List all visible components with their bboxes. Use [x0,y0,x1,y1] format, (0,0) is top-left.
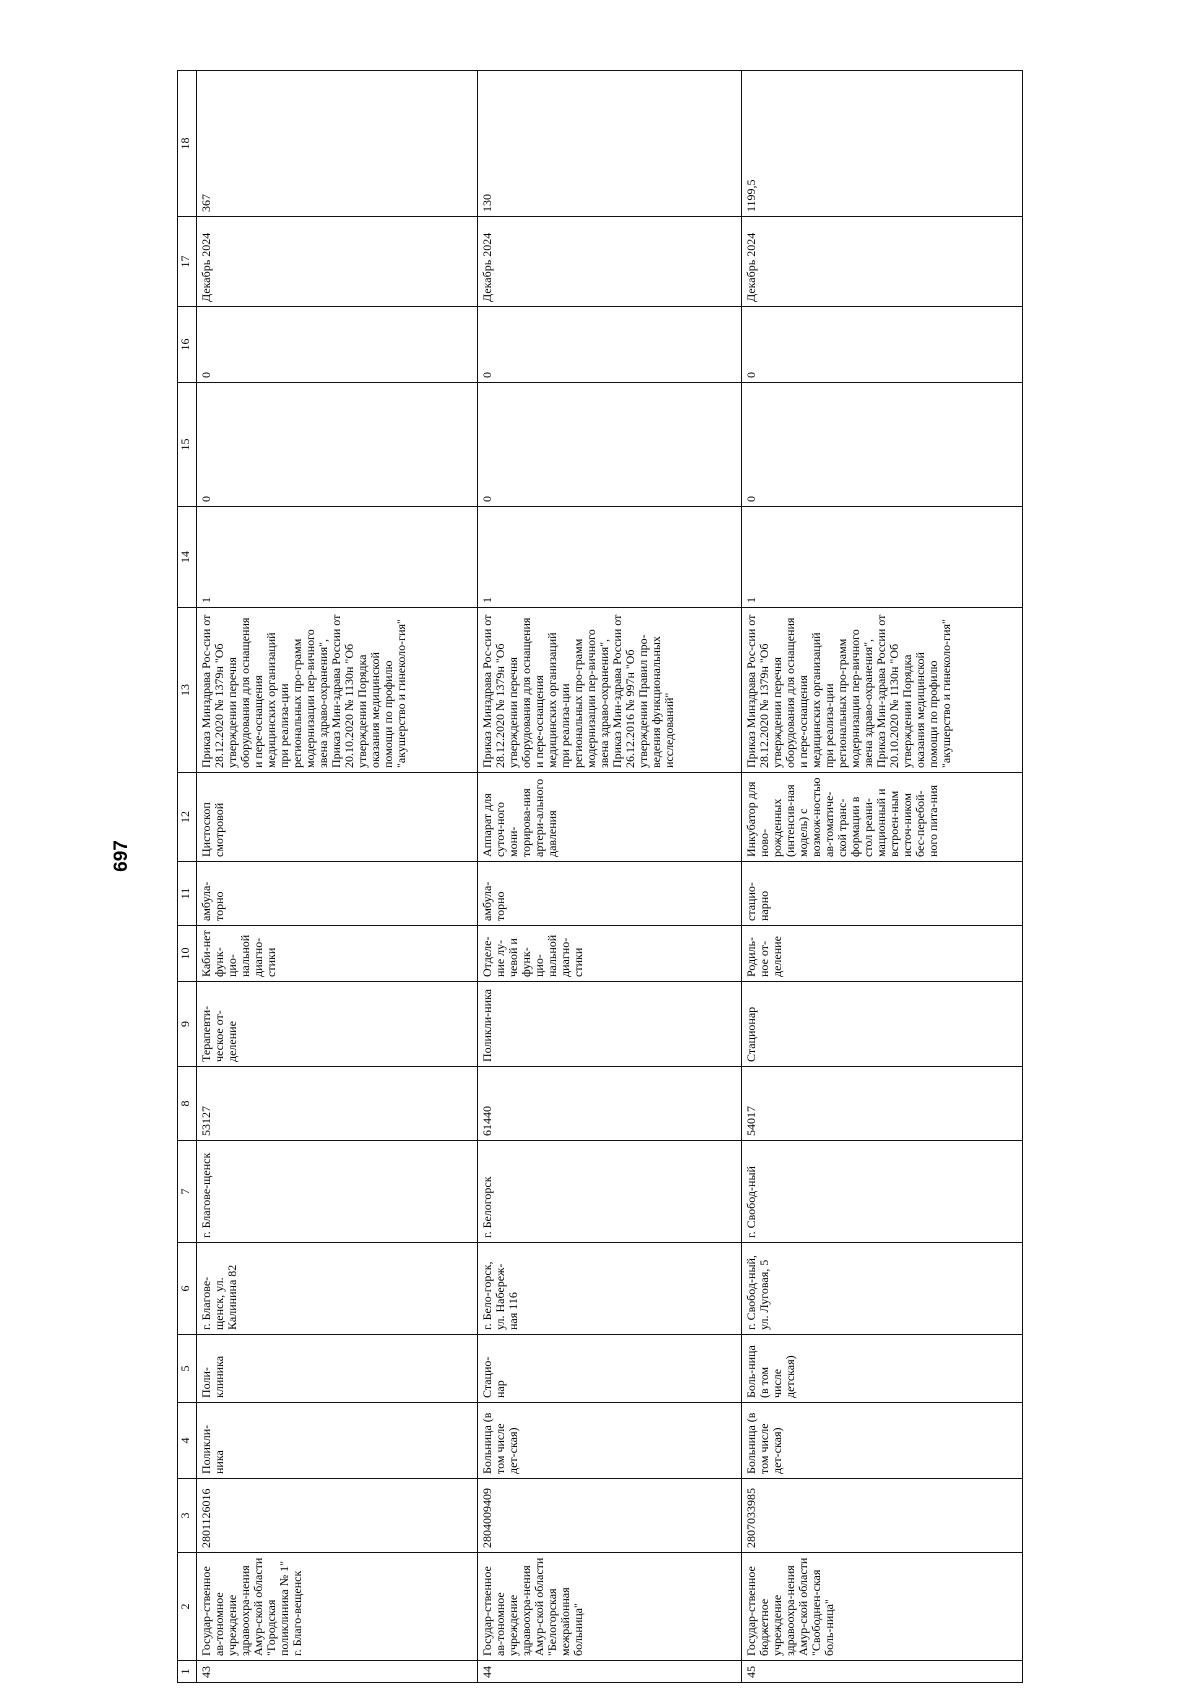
care-mode-cell: стацио-нарно [741,862,1022,926]
equipment-cell: Инкубатор для ново-рожденных (интенсив-ная модель) с возмож-ностью ав-томатиче-ской транс-формации в стол реани-мационный и встроен-ным источ-ником бес-перебой-ного пита-ния [741,773,1022,862]
regulation-cell: Приказ Минздрава Рос-сии от 28.12.2020 № 1379н "Об утверждении перечня оборудования для оснащения и пере-оснащения медицинских организаций при реализа-ции региональных про-грамм модернизации пер-вичного звена здраво-охранения", Приказ Мин-здрава России от 20.10.2020 № 1130н "Об утверждении Порядка оказания медицинской помощи по профилю "акушерство и гинеколо-гия" [741,608,1022,773]
cost-cell: 1199,5 [741,71,1022,217]
settlement-cell: г. Белогорск [478,1141,742,1243]
settlement-cell: г. Свобод-ный [741,1141,1022,1243]
department-cell: Терапевти-ческое от-деление [197,982,478,1067]
header-cell: 4 [178,1403,197,1479]
quantity-cell: 1 [197,507,478,608]
header-cell: 11 [178,862,197,926]
quantity-cell: 1 [478,507,742,608]
date-cell: Декабрь 2024 [478,217,742,307]
header-cell: 17 [178,217,197,307]
header-cell: 18 [178,71,197,217]
header-cell: 9 [178,982,197,1067]
header-cell: 3 [178,1479,197,1553]
facility-type-cell: Больница (в том числе дет-ская) [478,1403,742,1479]
table-row [478,71,742,1683]
date-cell: Декабрь 2024 [741,217,1022,307]
equipment-cell: Цистоскоп смотровой [197,773,478,862]
care-mode-cell: амбула-торно [197,862,478,926]
settlement-cell: г. Благове-щенск [197,1141,478,1243]
department-cell: Поликли-ника [478,982,742,1067]
regulation-cell: Приказ Минздрава Рос-сии от 28.12.2020 № 1379н "Об утверждении перечня оборудования для оснащения и пере-оснащения медицинских организаций при реализа-ции региональных про-грамм модернизации пер-вичного звена здраво-охранения", Приказ Мин-здрава России от 20.10.2020 № 1130н "Об утверждении Порядка оказания медицинской помощи по профилю "акушерство и гинеколо-гия" [197,608,478,773]
header-cell: 6 [178,1243,197,1335]
header-cell: 2 [178,1553,197,1661]
organization-cell: Государ-ственное бюджетное учреждение здравоохра-нения Амур-ской области "Свободнен-ская боль-ница" [741,1553,1022,1661]
inn-cell: 2801126016 [197,1479,478,1553]
cabinet-cell: Каби-нет функ-цио-нальной диагно-стики [197,926,478,982]
header-cell: 7 [178,1141,197,1243]
header-cell: 16 [178,307,197,383]
population-cell: 61440 [478,1067,742,1141]
population-cell: 53127 [197,1067,478,1141]
rotated-table-container [177,71,1023,1683]
unit-type-cell: Стацио-нар [478,1335,742,1403]
row-number-cell: 45 [741,1661,1022,1683]
cabinet-cell: Отделе-ние лу-чевой и функ-цио-нальной диагно-стики [478,926,742,982]
inn-cell: 2804009409 [478,1479,742,1553]
value-cell: 0 [741,307,1022,383]
header-row [178,71,197,1683]
value-cell: 0 [478,383,742,507]
header-cell: 1 [178,1661,197,1683]
cost-cell: 367 [197,71,478,217]
page-number: 697 [111,840,132,872]
header-cell: 15 [178,383,197,507]
row-number-cell: 44 [478,1661,742,1683]
table-row [741,71,1022,1683]
header-cell: 13 [178,608,197,773]
inn-cell: 2807033985 [741,1479,1022,1553]
row-number-cell: 43 [197,1661,478,1683]
header-cell: 8 [178,1067,197,1141]
regulation-cell: Приказ Минздрава Рос-сии от 28.12.2020 № 1379н "Об утверждении перечня оборудования для оснащения и пере-оснащения медицинских организаций при реализа-ции региональных про-грамм модернизации пер-вичного звена здраво-охранения", Приказ Мин-здрава России от 26.12.2016 № 997н "Об утверждении Правил про-ведения функциональных исследований" [478,608,742,773]
organization-cell: Государ-ственное ав-тономное учреждение здравоохра-нения Амур-ской области "Городская поликлиника № 1" г. Благо-вещенск [197,1553,478,1661]
value-cell: 0 [741,383,1022,507]
table-row [197,71,478,1683]
organization-cell: Государ-ственное ав-тономное учреждение здравоохра-нения Амур-ской области "Белогорская межрайонная больница" [478,1553,742,1661]
address-cell: г. Бело-горск, ул. Набереж-ная 116 [478,1243,742,1335]
date-cell: Декабрь 2024 [197,217,478,307]
value-cell: 0 [478,307,742,383]
unit-type-cell: Поли-клиника [197,1335,478,1403]
header-cell: 5 [178,1335,197,1403]
address-cell: г. Благове-щенск, ул. Калинина 82 [197,1243,478,1335]
care-mode-cell: амбула-торно [478,862,742,926]
unit-type-cell: Боль-ница (в том числе детская) [741,1335,1022,1403]
address-cell: г. Свобод-ный, ул. Луговая, 5 [741,1243,1022,1335]
header-cell: 12 [178,773,197,862]
equipment-cell: Аппарат для суточ-ного мони-торирова-ния артери-ального давления [478,773,742,862]
population-cell: 54017 [741,1067,1022,1141]
header-cell: 10 [178,926,197,982]
facility-type-cell: Больница (в том числе дет-ская) [741,1403,1022,1479]
cost-cell: 130 [478,71,742,217]
quantity-cell: 1 [741,507,1022,608]
department-cell: Стационар [741,982,1022,1067]
cabinet-cell: Родиль-ное от-деление [741,926,1022,982]
value-cell: 0 [197,383,478,507]
equipment-table [177,70,1023,1683]
value-cell: 0 [197,307,478,383]
facility-type-cell: Поликли-ника [197,1403,478,1479]
header-cell: 14 [178,507,197,608]
